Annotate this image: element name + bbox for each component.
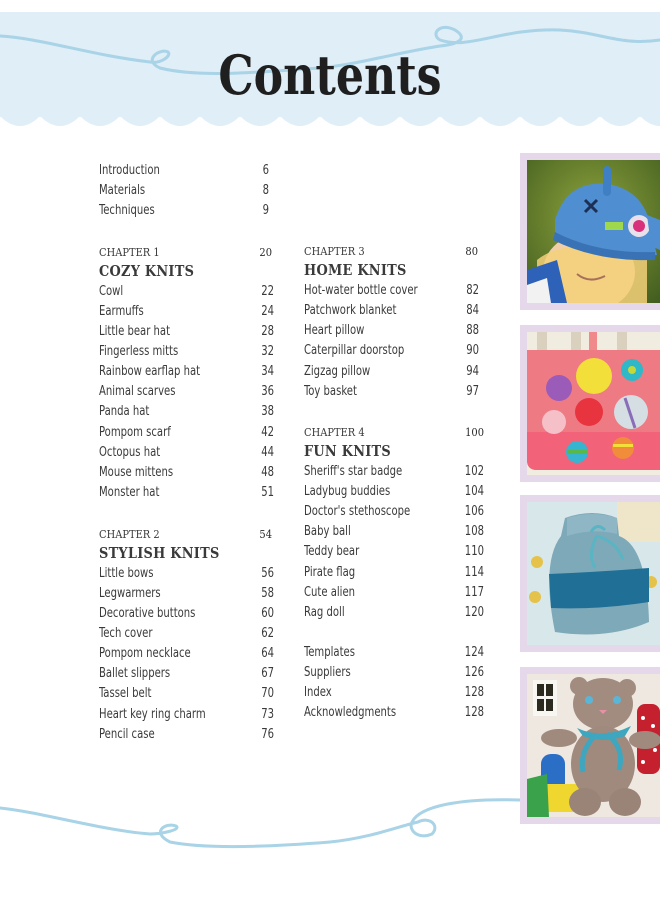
- photo-teddy-bear: [527, 674, 660, 817]
- page-number: 36: [261, 384, 274, 399]
- page-number: 58: [261, 586, 274, 601]
- page-number: 42: [261, 425, 274, 440]
- page-number: 62: [261, 626, 274, 641]
- photo-child-monster-hat: [527, 160, 660, 303]
- photo-hot-water-bottle-cover: [527, 502, 660, 645]
- page-number: 28: [261, 324, 274, 339]
- page-number: 34: [261, 364, 274, 379]
- page-number: 94: [466, 364, 479, 379]
- page-number: 84: [466, 303, 479, 318]
- page-number: 9: [262, 203, 269, 218]
- page-number: 80: [465, 244, 478, 258]
- page-number: 126: [464, 665, 484, 680]
- photo-frame-hat: [520, 153, 660, 310]
- page-number: 64: [261, 646, 274, 661]
- page-number: 54: [259, 527, 272, 541]
- page-number: 51: [261, 485, 274, 500]
- scallop-border: [0, 112, 660, 134]
- page-number: 128: [464, 705, 484, 720]
- page-number: 67: [261, 666, 274, 681]
- page-number: 120: [464, 605, 484, 620]
- page-number: 44: [261, 445, 274, 460]
- page-number: 60: [261, 606, 274, 621]
- page-number: 90: [466, 343, 479, 358]
- photo-bag-with-buttons: [527, 332, 660, 475]
- page-number: 124: [464, 645, 484, 660]
- page-number: 73: [261, 707, 274, 722]
- page-number: 38: [261, 404, 274, 419]
- page-number: 117: [464, 585, 484, 600]
- page-number: 114: [464, 565, 484, 580]
- page-number: 106: [464, 504, 484, 519]
- page-number: 108: [464, 524, 484, 539]
- page-number: 8: [262, 183, 269, 198]
- page-number: 104: [464, 484, 484, 499]
- page-number: 76: [261, 727, 274, 742]
- page-number: 32: [261, 344, 274, 359]
- page-number: 20: [259, 245, 272, 259]
- photo-frame-bottle-cover: [520, 495, 660, 652]
- page-number: 56: [261, 566, 274, 581]
- page-number: 88: [466, 323, 479, 338]
- page-number: 100: [465, 425, 484, 439]
- page-number: 102: [464, 464, 484, 479]
- page-number: 97: [466, 384, 479, 399]
- page-number: 128: [464, 685, 484, 700]
- photo-frame-teddy: [520, 667, 660, 824]
- page-number: 6: [262, 163, 269, 178]
- photo-frame-bag: [520, 325, 660, 482]
- page-number: 22: [261, 284, 274, 299]
- page-number: 70: [261, 686, 274, 701]
- page-number: 110: [464, 544, 484, 559]
- page-title: Contents: [218, 43, 442, 107]
- page-number: 24: [261, 304, 274, 319]
- page-number: 48: [261, 465, 274, 480]
- page-number: 82: [466, 283, 479, 298]
